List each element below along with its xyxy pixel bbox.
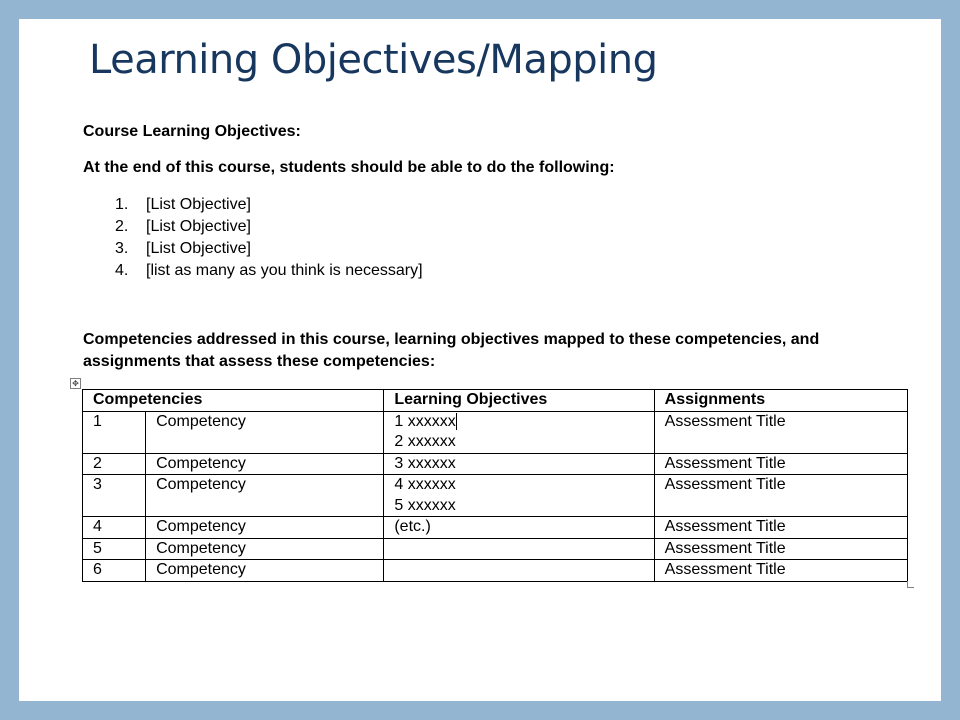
table-row — [83, 538, 908, 560]
page-title: Learning Objectives/Mapping — [89, 37, 658, 83]
objective-line: 3 xxxxxx — [394, 454, 456, 472]
header-learning-objectives[interactable]: Learning Objectives — [384, 390, 654, 412]
list-number: 2. — [115, 218, 129, 235]
objective-line: 4 xxxxxx — [394, 476, 456, 493]
assignment-cell[interactable]: Assessment Title — [654, 453, 907, 475]
objective-line: 5 xxxxxx — [394, 496, 456, 514]
list-item — [115, 216, 423, 238]
objectives-list — [115, 194, 423, 282]
row-number[interactable]: 4 — [83, 517, 146, 539]
row-number[interactable]: 5 — [83, 538, 146, 560]
list-number: 1. — [115, 196, 129, 213]
list-item-text[interactable]: [List Objective] — [146, 240, 251, 257]
objective-line: 2 xxxxxx — [394, 433, 456, 450]
course-objectives-heading: Course Learning Objectives: — [83, 123, 301, 140]
objectives-cell[interactable] — [384, 411, 654, 453]
table-row — [83, 560, 908, 582]
objectives-cell[interactable] — [384, 475, 654, 517]
list-item-text[interactable]: [List Objective] — [146, 196, 251, 213]
competency-cell[interactable]: Competency — [146, 517, 384, 539]
assignment-cell[interactable]: Assessment Title — [654, 517, 907, 539]
list-item-text[interactable]: [list as many as you think is necessary] — [146, 262, 423, 279]
assignment-cell[interactable]: Assessment Title — [654, 560, 907, 582]
table-row — [83, 517, 908, 539]
competency-cell[interactable]: Competency — [146, 453, 384, 475]
competency-cell[interactable]: Competency — [146, 538, 384, 560]
table-header-row — [83, 390, 908, 412]
objectives-cell[interactable] — [384, 517, 654, 539]
table-row — [83, 453, 908, 475]
list-item — [115, 194, 423, 216]
objectives-cell[interactable] — [384, 560, 654, 582]
assignment-cell[interactable]: Assessment Title — [654, 538, 907, 560]
row-number[interactable]: 3 — [83, 475, 146, 517]
list-item — [115, 260, 423, 282]
objectives-cell[interactable] — [384, 453, 654, 475]
header-competencies[interactable]: Competencies — [83, 390, 384, 412]
list-number: 3. — [115, 240, 129, 257]
list-number: 4. — [115, 262, 129, 279]
objective-line: 1 xxxxxx — [394, 412, 456, 430]
assignment-cell[interactable]: Assessment Title — [654, 411, 907, 453]
competencies-intro: Competencies addressed in this course, learning objectives mapped to these competencies, and assignments that assess these competencies: — [83, 331, 820, 370]
list-item — [115, 238, 423, 260]
competency-cell[interactable]: Competency — [146, 475, 384, 517]
objectives-intro: At the end of this course, students should be able to do the following: — [83, 159, 615, 176]
row-number[interactable]: 6 — [83, 560, 146, 582]
header-assignments[interactable]: Assignments — [654, 390, 907, 412]
move-icon[interactable]: ✥ — [70, 378, 81, 389]
row-number[interactable]: 2 — [83, 453, 146, 475]
list-item-text[interactable]: [List Objective] — [146, 218, 251, 235]
row-number[interactable]: 1 — [83, 411, 146, 453]
slide — [19, 19, 941, 701]
competency-cell[interactable]: Competency — [146, 411, 384, 453]
resize-icon[interactable] — [907, 581, 914, 588]
assignment-cell[interactable]: Assessment Title — [654, 475, 907, 517]
competency-cell[interactable]: Competency — [146, 560, 384, 582]
competency-table — [82, 389, 908, 582]
table-row — [83, 475, 908, 517]
objectives-cell[interactable] — [384, 538, 654, 560]
table-row — [83, 411, 908, 453]
objective-line: (etc.) — [394, 518, 431, 535]
